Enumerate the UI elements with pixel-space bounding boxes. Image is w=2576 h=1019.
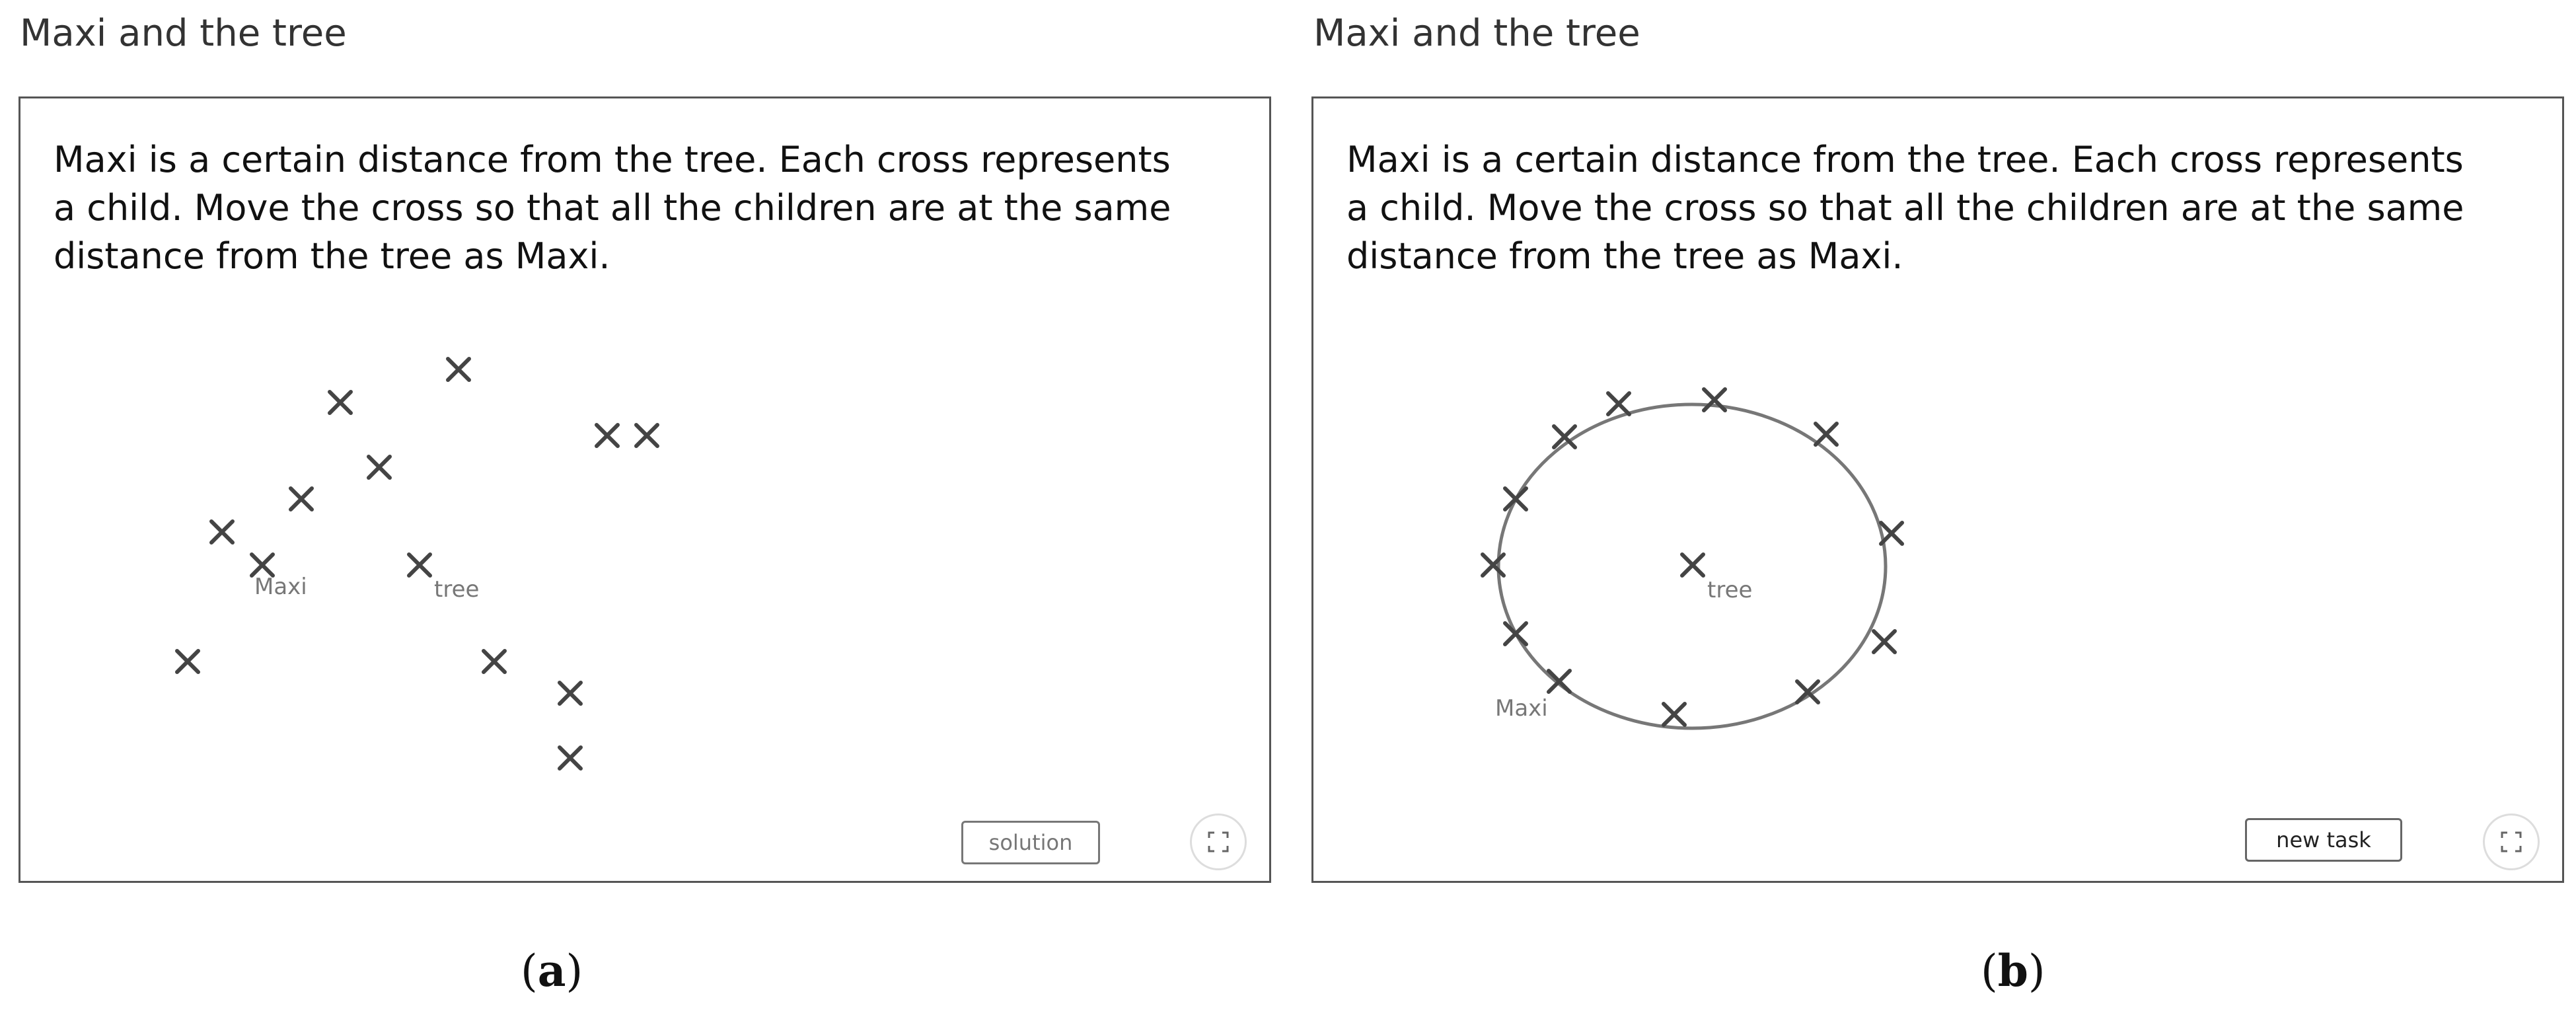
child-cross[interactable]: [1704, 389, 1725, 410]
child-cross[interactable]: [1608, 393, 1629, 414]
child-cross[interactable]: [560, 747, 581, 769]
caption-b: [1981, 945, 2045, 997]
child-cross[interactable]: [636, 425, 657, 446]
panel-b-canvas[interactable]: [1313, 98, 2562, 881]
tree-cross: [1682, 554, 1703, 576]
caption-a: [521, 945, 583, 997]
child-cross[interactable]: [1881, 523, 1902, 544]
child-cross[interactable]: [1816, 424, 1837, 445]
child-cross[interactable]: [1483, 554, 1504, 576]
child-cross[interactable]: [1664, 704, 1685, 725]
tree-cross: [409, 554, 430, 576]
panel-b: [1311, 96, 2564, 883]
caption-letter: b: [1997, 945, 2028, 997]
child-cross[interactable]: [1505, 623, 1526, 644]
child-cross[interactable]: [211, 521, 233, 543]
child-cross[interactable]: [560, 683, 581, 704]
instruction-line: Maxi is a certain distance from the tree. Each cross represents: [1346, 139, 2464, 180]
maxi-cross: [1549, 671, 1570, 692]
caption-letter: a: [537, 945, 566, 997]
maxi-label: Maxi: [1495, 695, 1548, 722]
caption-close: ): [2028, 946, 2045, 997]
panel-a: [18, 96, 1271, 883]
child-cross[interactable]: [448, 359, 469, 380]
panel-a-canvas[interactable]: [20, 98, 1269, 881]
fullscreen-button[interactable]: [1190, 813, 1247, 870]
panel-b-title: Maxi and the tree: [1313, 12, 1640, 55]
tree-label: tree: [1707, 577, 1753, 603]
child-cross[interactable]: [1874, 631, 1895, 652]
maxi-label: Maxi: [254, 574, 307, 600]
caption-open: (: [521, 946, 538, 997]
child-cross[interactable]: [177, 651, 198, 672]
caption-close: ): [566, 946, 583, 997]
maxi-cross: [252, 554, 273, 576]
solution-button[interactable]: solution: [961, 821, 1100, 864]
expand-icon: [1206, 830, 1230, 854]
tree-label: tree: [434, 576, 480, 603]
instruction-line: distance from the tree as Maxi.: [54, 235, 610, 277]
panel-a-title: Maxi and the tree: [20, 12, 347, 55]
fullscreen-button[interactable]: [2483, 813, 2540, 870]
child-cross[interactable]: [330, 392, 351, 413]
expand-icon: [2499, 830, 2523, 854]
instruction-line: a child. Move the cross so that all the children are at the same: [1346, 187, 2464, 229]
caption-open: (: [1981, 946, 1998, 997]
new-task-button[interactable]: new task: [2245, 818, 2402, 862]
child-cross[interactable]: [291, 488, 312, 510]
instruction-line: a child. Move the cross so that all the children are at the same: [54, 187, 1171, 229]
instruction-line: distance from the tree as Maxi.: [1346, 235, 1903, 277]
instruction-line: Maxi is a certain distance from the tree. Each cross represents: [54, 139, 1171, 180]
child-cross[interactable]: [484, 651, 505, 672]
child-cross[interactable]: [1505, 488, 1526, 510]
child-cross[interactable]: [597, 425, 618, 446]
child-cross[interactable]: [369, 457, 390, 478]
